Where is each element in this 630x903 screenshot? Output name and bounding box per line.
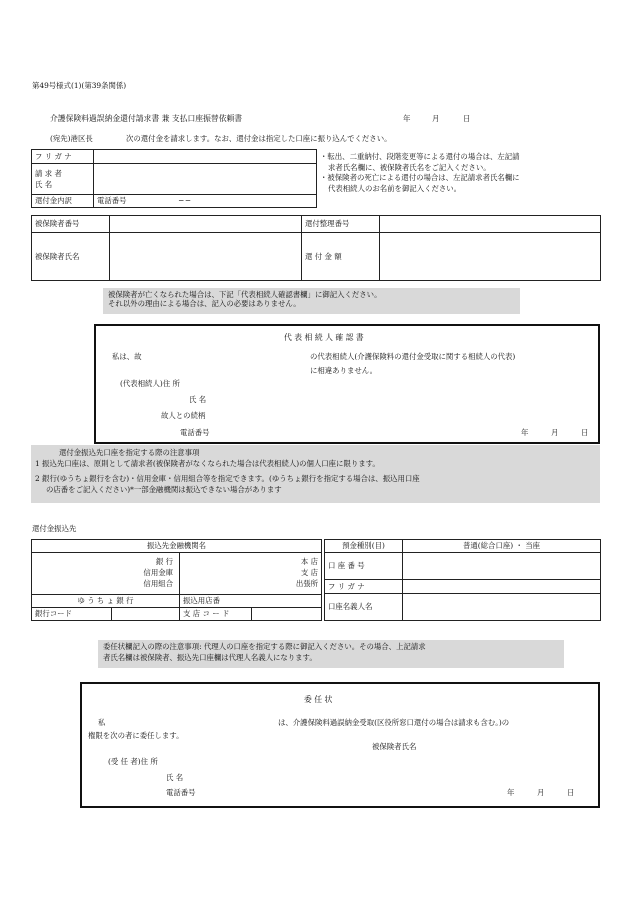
form-title: 介護保険料過誤納金還付請求書 兼 支払口座振替依頼書 <box>50 114 243 123</box>
phone-field[interactable] <box>94 195 317 208</box>
deceased-prefix: 私は、故 <box>112 352 142 361</box>
requester-name-field[interactable] <box>94 164 317 195</box>
heir-notice <box>103 288 520 314</box>
shinkin-label: 信用金庫 <box>143 568 173 578</box>
heir-year: 年 <box>521 428 529 437</box>
refund-amount-field[interactable] <box>380 233 601 281</box>
requester-label: 請 求 者 <box>35 168 62 178</box>
kumiai-label: 信用組合 <box>143 578 173 588</box>
requester-table <box>31 149 317 208</box>
account-holder-field[interactable] <box>403 594 601 621</box>
account-number-label: 口 座 番 号 <box>325 553 403 580</box>
insured-name-label: 被保険者氏名 <box>32 233 110 281</box>
refund-ref-field[interactable] <box>380 216 601 233</box>
proxy-insured-name-label: 被保険者氏名 <box>372 742 417 751</box>
header-month: 月 <box>432 114 440 123</box>
proxy-notice-line: 委任状欄記入の際の注意事項: 代理人の口座を指定する際に御記入ください。その場合、上記請求 <box>103 642 426 651</box>
heir-notice-line: それ以外の理由による場合は、記入の必要はありません。 <box>108 299 301 309</box>
header-day: 日 <box>463 114 471 123</box>
account-table <box>324 539 601 621</box>
insured-table <box>31 215 601 281</box>
account-notice-item-2a: 2 銀行(ゆうちょ銀行を含む)・信用金庫・信用組合等を指定できます。(ゆうちょ銀行を指定する場合は、振込用口座 <box>35 474 420 484</box>
proxy-statement-2: 権限を次の者に委任します。 <box>88 731 184 740</box>
heir-name-label: 氏 名 <box>189 395 207 404</box>
proxy-box <box>80 682 600 808</box>
branch-code-field[interactable] <box>252 608 322 621</box>
form-number: 第49号様式(1)(第39条関係) <box>32 81 127 90</box>
proxy-me: 私 <box>98 718 106 727</box>
furigana-field[interactable] <box>94 150 317 164</box>
furigana-label: フ リ ガ ナ <box>32 150 94 164</box>
branch-label: 支 店 <box>300 568 319 578</box>
institution-type-cell[interactable] <box>32 553 180 595</box>
refund-ref-label: 還付整理番号 <box>302 216 380 233</box>
phone-label: 電話番号 <box>97 196 127 206</box>
requester-label-cell <box>32 164 94 195</box>
heir-statement-2: に相違ありません。 <box>310 366 377 375</box>
heir-notice-line: 被保険者が亡くなられた場合は、下記「代表相続人確認書欄」に御記入ください。 <box>108 290 382 299</box>
institution-header: 振込先金融機関名 <box>32 540 322 553</box>
account-notice-item-2b: の店番をご記入ください)*一部金融機関は振込できない場合があります <box>46 485 282 495</box>
note-line: ・転出、二重納付、段階変更等による還付の場合は、左記請 <box>320 152 520 161</box>
note-line: ・被保険者の死亡による還付の場合は、左記請求者氏名欄に <box>320 173 520 183</box>
bank-code-field[interactable] <box>112 608 180 621</box>
heir-confirmation-box <box>94 324 600 444</box>
holder-furigana-label: フ リ ガ ナ <box>325 580 403 594</box>
proxy-name-label: 氏 名 <box>166 773 184 782</box>
proxy-month: 月 <box>537 788 545 797</box>
bank-code-label: 銀行コード <box>32 608 112 621</box>
branch-type-cell[interactable] <box>180 553 322 595</box>
heir-confirmation-title: 代 表 相 続 人 確 認 書 <box>284 333 364 342</box>
yucho-label: ゆ う ち ょ 銀 行 <box>32 595 180 608</box>
heir-phone-label: 電話番号 <box>180 428 210 437</box>
bank-label: 銀 行 <box>155 557 173 567</box>
insured-number-label: 被保険者番号 <box>32 216 110 233</box>
proxy-phone-label: 電話番号 <box>166 788 196 797</box>
insured-number-field[interactable] <box>110 216 302 233</box>
insured-name-field[interactable] <box>110 233 302 281</box>
transfer-section-label: 還付金振込先 <box>32 524 77 533</box>
branch-code-label: 支 店 コ ー ド <box>180 608 252 621</box>
heir-month: 月 <box>551 428 559 437</box>
deposit-type-value[interactable]: 普通(総合口座) ・ 当座 <box>403 540 601 553</box>
account-number-field[interactable] <box>403 553 601 580</box>
head-office-label: 本 店 <box>300 557 319 567</box>
proxy-day: 日 <box>567 788 575 797</box>
account-holder-label: 口座名義人名 <box>325 594 403 621</box>
header-year: 年 <box>403 114 411 123</box>
refund-breakdown-label: 還付金内訳 <box>32 195 94 208</box>
refund-amount-label: 還 付 金 額 <box>302 233 380 281</box>
proxy-address-label: (受 任 者)住 所 <box>108 757 158 766</box>
heir-day: 日 <box>581 428 589 437</box>
account-notice-item-1: 1 振込先口座は、原則として請求者(被保険者がなくなられた場合は代表相続人)の個人口座に限ります。 <box>35 459 380 469</box>
requester-name-label: 氏 名 <box>35 180 53 189</box>
proxy-notice <box>98 640 564 668</box>
heir-statement-1: の代表相続人(介護保険料の還付金受取に関する相続人の代表) <box>310 352 516 361</box>
proxy-title: 委 任 状 <box>304 695 333 704</box>
sub-office-label: 出張所 <box>295 578 319 588</box>
intro-text: 次の還付金を請求します。なお、還付金は指定した口座に振り込んでください。 <box>126 134 392 143</box>
heir-address-label: (代表相続人)住 所 <box>120 379 180 388</box>
proxy-statement-1: は、介護保険料過誤納金受取(区役所窓口還付の場合は請求も含む。)の <box>278 718 510 727</box>
holder-furigana-field[interactable] <box>403 580 601 594</box>
note-line: 求者氏名欄に、被保険者氏名をご記入ください。 <box>328 162 491 172</box>
yucho-branch-cell[interactable] <box>180 595 322 608</box>
account-notice <box>31 445 600 503</box>
deposit-type-label: 預金種別(目) <box>325 540 403 553</box>
phone-separator: ─ ─ <box>178 196 191 206</box>
proxy-notice-line: 者氏名欄は被保険者、振込先口座欄は代理人名義人になります。 <box>103 652 317 662</box>
note-line: 代表相続人のお名前を御記入ください。 <box>328 184 462 194</box>
account-notice-title: 還付金振込先口座を指定する際の注意事項 <box>59 448 200 457</box>
addressee: (宛先)港区長 <box>50 134 93 143</box>
proxy-year: 年 <box>507 788 515 797</box>
institution-table <box>31 539 322 621</box>
heir-relation-label: 故人との続柄 <box>161 411 206 420</box>
yucho-branch-label: 振込用店番 <box>183 596 220 606</box>
